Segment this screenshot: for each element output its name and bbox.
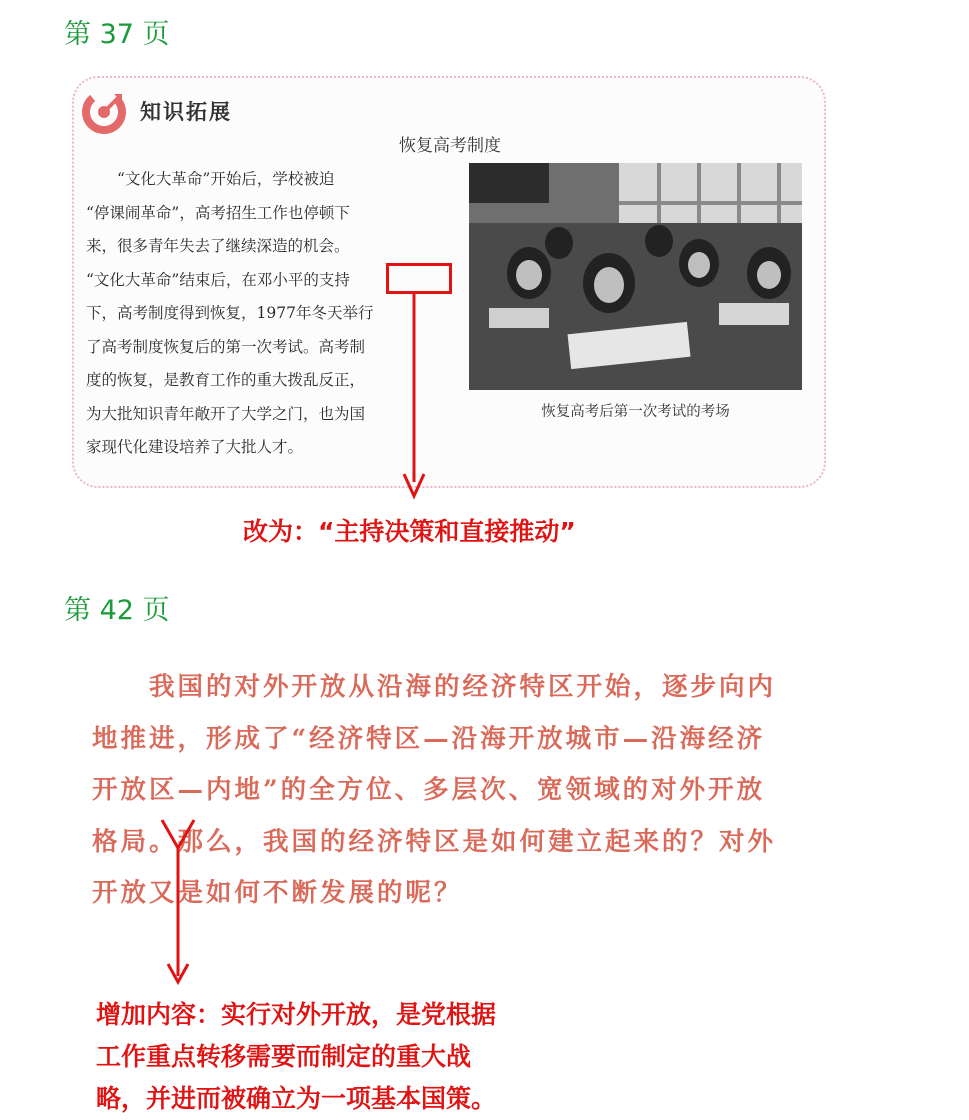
knowledge-expansion-logo-icon: [80, 88, 128, 136]
page-42-label: 第 42 页: [64, 595, 170, 626]
body-line: 为大批知识青年敞开了大学之门，也为国: [86, 404, 366, 423]
body-line: 来，很多青年失去了继续深造的机会。: [86, 237, 350, 255]
paragraph-line: 我国的对外开放从沿海的经济特区开始，逐步向内: [92, 672, 777, 702]
highlight-box-zhichi: [386, 263, 452, 294]
box-body-text: [86, 163, 450, 465]
paragraph-line: 地推进，形成了“经济特区—沿海开放城市—沿海经济: [92, 723, 766, 754]
paragraph-line: 开放又是如何不断发展的呢？: [92, 878, 463, 908]
insertion-note: [96, 994, 616, 1120]
body-line: 了高考制度恢复后的第一次考试。高考制: [86, 337, 366, 356]
box-title: 恢复高考制度: [399, 136, 501, 156]
body-line: “文化大革命”开始后，学校被迫: [86, 170, 335, 188]
insertion-line: 略，并进而被确立为一项基本国策。: [96, 1084, 497, 1113]
paragraph-line: 格局。那么，我国的经济特区是如何建立起来的？对外: [92, 826, 777, 857]
page-42-paragraph: [92, 662, 864, 920]
paragraph-line: 开放区—内地”的全方位、多层次、宽领域的对外开放: [92, 775, 766, 805]
body-line: 下，高考制度得到恢复，1977年冬天举行: [86, 304, 374, 322]
body-line: “停课闹革命”，高考招生工作也停顿下: [86, 203, 350, 222]
down-arrow-icon: [400, 292, 428, 500]
insertion-caret-icon: [160, 818, 196, 986]
box-header: 知识拓展: [140, 100, 232, 124]
insertion-line: 工作重点转移需要而制定的重大战: [96, 1042, 472, 1071]
correction-note: 改为：“主持决策和直接推动”: [243, 517, 576, 546]
exam-room-photo: [469, 163, 802, 390]
body-line: “文化大革命”结束后，在邓小平的支持: [86, 270, 350, 289]
page-37-label: 第 37 页: [64, 19, 170, 50]
body-line: 度的恢复，是教育工作的重大拨乱反正，: [86, 371, 366, 389]
photo-caption: 恢复高考后第一次考试的考场: [541, 404, 730, 420]
body-line: 家现代化建设培养了大批人才。: [86, 438, 304, 456]
insertion-line: 增加内容：实行对外开放，是党根据: [96, 1000, 497, 1029]
